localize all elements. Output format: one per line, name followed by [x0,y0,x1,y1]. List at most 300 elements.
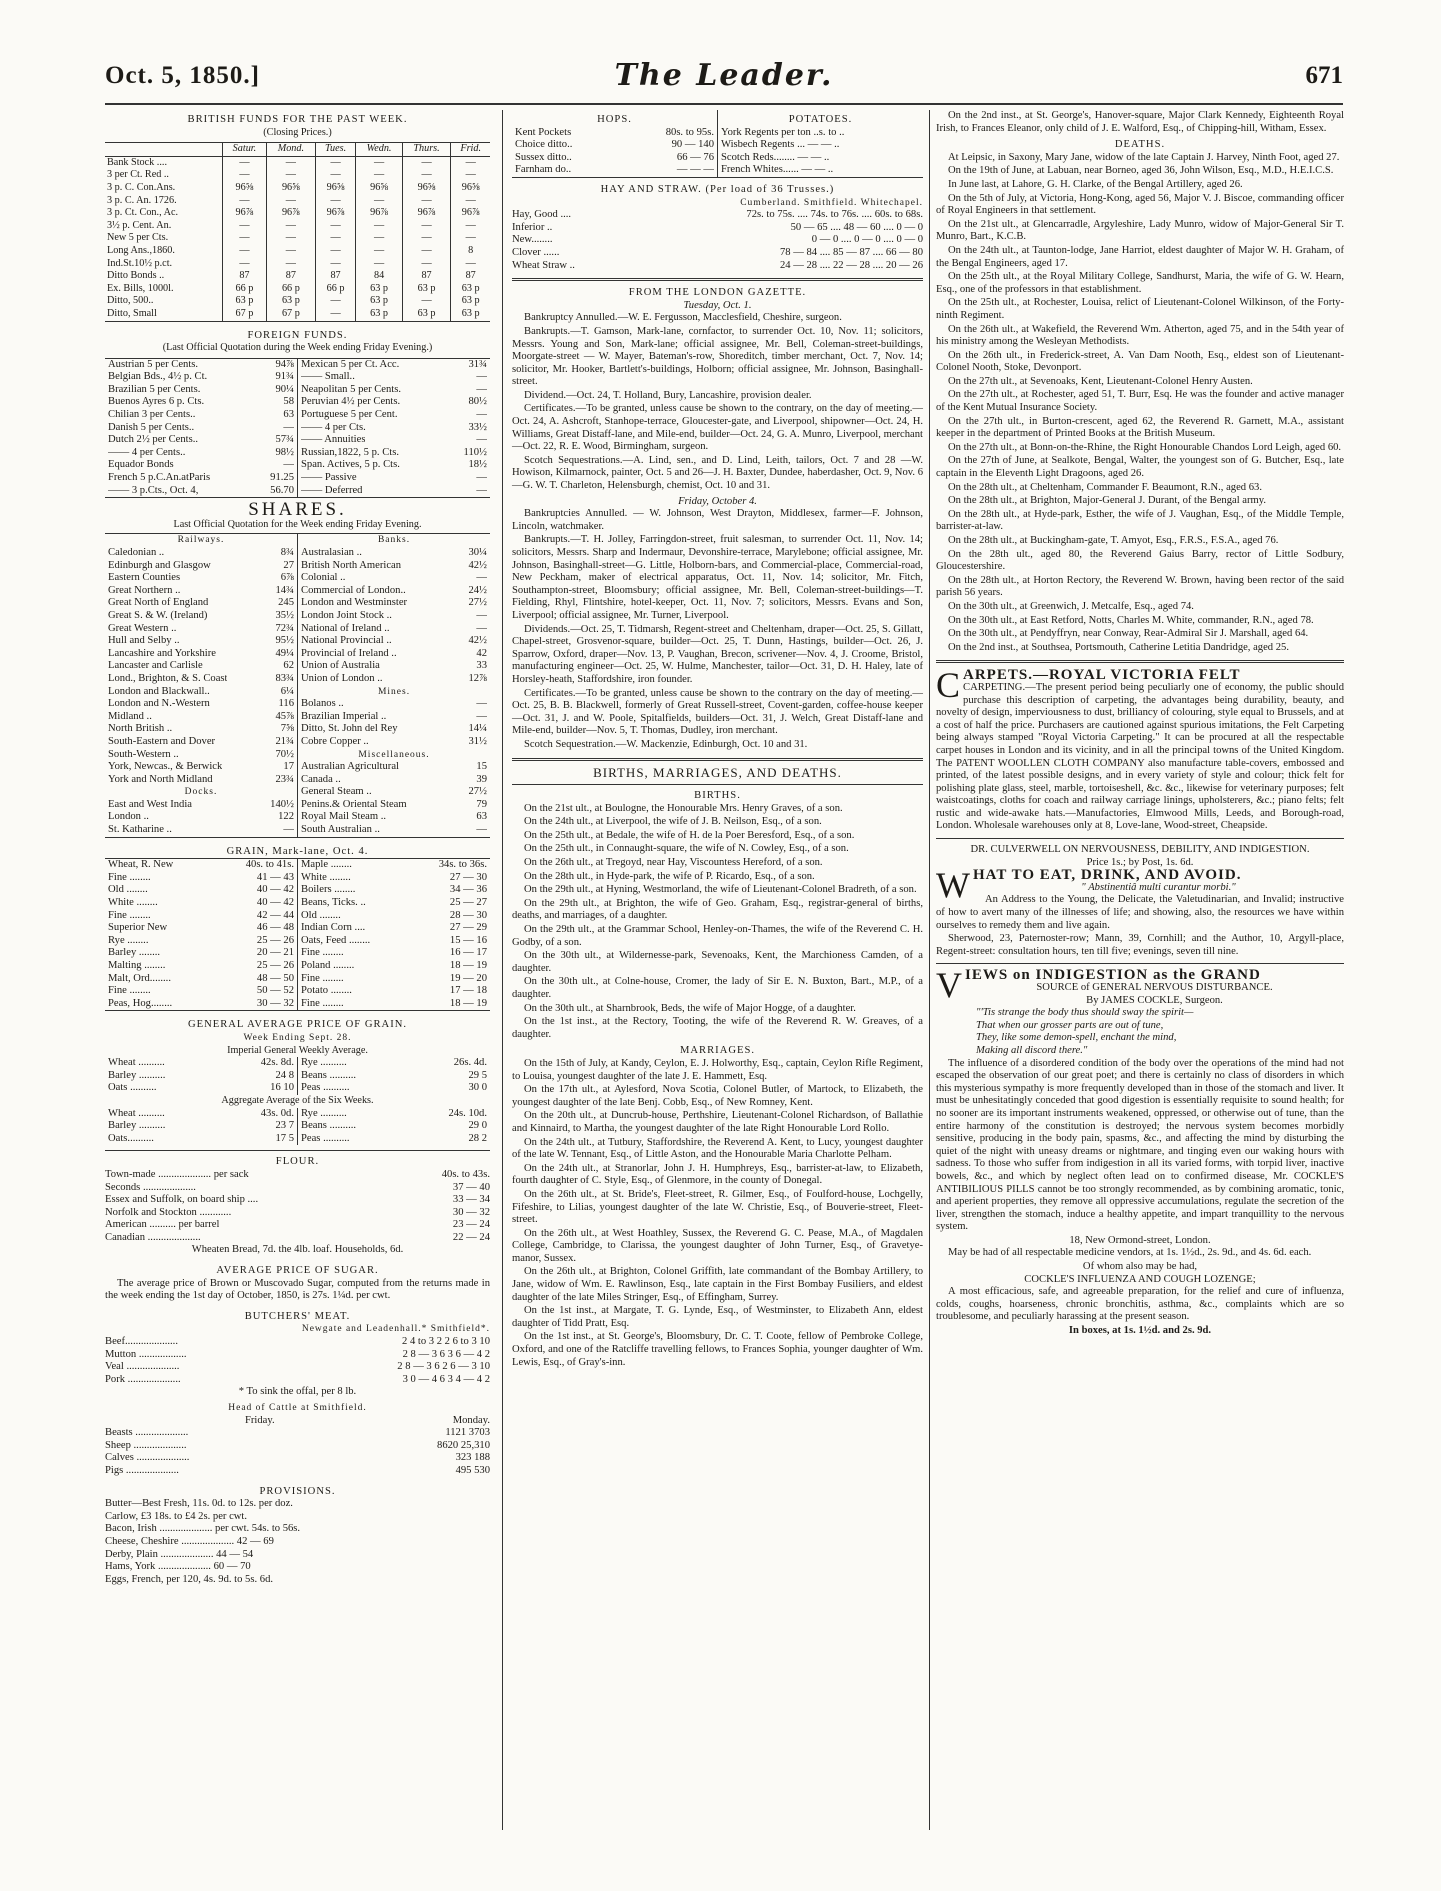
grain-price [301,960,487,973]
funds-price: 63 p [451,295,490,308]
gazette-notice: Bankrupts.—T. Gamson, Mark-lane, cornfactor, to surrender Oct. 10, Nov. 11; solicitors, Messrs. Young and Son, Mark-lane; official assignee, Mr. Bell, Coleman-street-buildings, Moorgate-street — W. Mayer, Bateman's-row, Shoreditch, timber merchant, Oct. 7, Nov. 14; solicitor, Mr. Hooker, Bartlett's-buildings, Holborn; official assignee, Mr. Johnson, Basinghall-street. [512,325,923,388]
grain-price-label: Potato ........ [301,985,352,997]
railway-share-label: Great North of England [108,597,209,609]
foreign-fund [301,422,487,435]
funds-price: — [356,169,402,182]
potato-price: York Regents per ton ..s. to .. [721,126,845,138]
funds-price: — [402,220,451,233]
hops-price-value: — — — [676,164,714,176]
funds-stock-name: Ditto, Small [107,307,157,319]
foreign-fund [301,485,487,498]
hops-price-value: 90 — 140 [671,139,714,151]
funds-price: 63 p [356,295,402,308]
cattle-row [105,1427,490,1440]
provision-line: Cheese, Cheshire .................... 42 — 69 [105,1535,274,1547]
railway-share-label: York and North Midland [108,773,213,785]
column-divider [502,110,503,1830]
hay-price [512,209,923,222]
foreign-funds-table [105,358,490,499]
funds-price: 96⅞ [451,207,490,220]
railway-share-value: 72¾ [275,622,294,634]
grain-price [108,922,294,935]
funds-price: — [315,156,356,169]
funds-price: — [402,245,451,258]
provision-line: Eggs, French, per 120, 4s. 9d. to 5s. 6d. [105,1573,274,1585]
death-notice: On the 5th of July, at Victoria, Hong-Kong, aged 56, Major V. J. Biscoe, commanding officer of Royal Engineers in that settlement. [936,192,1344,217]
births-heading: BIRTHS. [694,790,741,802]
what-motto: " Abstinentiâ multi curantur morbi." [1081,881,1236,893]
funds-price: — [356,258,402,271]
funds-day-header: Thurs. [402,143,451,157]
grain-price [108,973,294,986]
funds-price: — [451,258,490,271]
foreign-fund [301,409,487,422]
marriage-notice: On the 1st inst., at St. George's, Bloomsbury, Dr. C. T. Coote, fellow of Pembroke College, Oxford, and one of the Ratcliffe travelling fellows, to Frances Sophia, younger daughter of Wm. Lewis, Esq., of Gray's-inn. [512,1331,923,1368]
death-notice: On the 27th ult., at Rochester, aged 51, T. Burr, Esq. He was the founder and active manager of the Kent Mutual Insurance Society. [936,389,1344,414]
verse-line: "'Tis strange the body thus should sway the spirit— [976,1007,1194,1019]
provisions-list [105,1498,490,1586]
weekly-average-left [105,1070,297,1083]
marriage-notice: On the 26th ult., at West Hoathley, Sussex, the Reverend G. C. Pease, M.A., of Magdalen College, Cambridge, to Clarissa, the youngest daughter of John Turner, Esq., of Gravetye-manor, Sussex. [512,1227,923,1264]
misc-share-value: — [476,824,487,836]
funds-stock-name: New 5 per Cts. [107,232,169,244]
grain-price-label: Fine ........ [301,997,344,1009]
mine-share [301,736,487,749]
railway-share-value: 70½ [275,748,294,760]
funds-price: 84 [356,270,402,283]
misc-share-label: General Steam .. [301,786,372,798]
gazette-notice: Bankruptcy Annulled.—W. E. Fergusson, Macclesfield, Cheshire, surgeon. [524,312,842,324]
weekly-average [105,1070,490,1083]
foreign-fund-label: Dutch 2½ per Cents.. [108,434,199,446]
bank-share-value: — [476,622,487,634]
railway-share [108,698,294,711]
railway-share-value: 21¾ [275,735,294,747]
grain-price-value: 16 — 17 [449,947,487,959]
meat-row [105,1349,490,1362]
railway-share [108,648,294,661]
foreign-fund-label: Danish 5 per Cents.. [108,421,195,433]
misc-share [301,774,487,787]
grain-price-value: 25 — 26 [256,960,294,971]
grain-price-value: 27 — 29 [449,922,487,934]
foreign-fund-label: —— Small.. [301,371,355,383]
bank-share [301,648,487,661]
six-week-average-right [297,1108,490,1121]
grain-price-label: Fine ........ [301,972,344,984]
foreign-fund-value: — [476,484,487,496]
grain-price-label: Fine ........ [301,947,344,959]
carpets-text: CARPETING.—The present period being peculiarly one of economy, the public should purchase this description of carpeting, the advantages being durability, beauty, and novelty of design, imperviousness to dust, brilliancy of colouring, style equal to Brussels, and at a cost of half the price. Purchasers are cautioned against spurious imitations, the Felt Carpeting being always stamped "Royal Victoria Carpeting." It can be procured at all the respectable carpet houses in London and its vicinity, and in all the principal towns of the United Kingdom. The PATENT WOOLLEN CLOTH COMPANY also manufacture table-covers, embossed and printed, of the latest possible designs, and in every variety of style and colour; thick felt for polishing plate glass, steel, marble, tortoiseshell, &c. &c., likewise for veterinary purposes; felt waistcoatings, cloths for coach and railway carriage linings, upholsterers, &c.; piano felts; felt rustic and wide-awake hats.—Manufactories, Elmwood Mills, Leeds, and Borough-road, London. Wholesale warehouses only at 8, Love-lane, Wood-street, Cheapside. [936,681,1344,832]
weekly-average-value: 16 10 [270,1082,294,1094]
weekly-average-right [297,1057,490,1070]
railway-share [108,673,294,686]
shares-heading: SHARES. [248,499,347,521]
avg-grain-six [105,1108,490,1146]
death-notice: On the 19th of June, at Labuan, near Borneo, aged 36, John Wilson, Esq., M.D., H.E.I.C.S. [948,165,1334,177]
funds-price: 66 p [267,283,316,296]
avg-grain-aggregate: Aggregate Average of the Six Weeks. [221,1094,374,1106]
hops-price-value: 80s. to 95s. [665,126,714,138]
railway-share-label: Lancaster and Carlisle [108,660,203,672]
grain-price-value: 30 — 32 [256,997,294,1009]
flour-bread: Wheaten Bread, 7d. the 4lb. loaf. Households, 6d. [191,1244,404,1256]
bank-share-label: Provincial of Ireland .. [301,647,397,659]
grain-price [108,897,294,910]
hops-price [515,127,714,140]
weekly-average-value: 24 8 [275,1069,294,1081]
mine-share [301,723,487,736]
death-notice: On the 30th ult., at Pendyffryn, near Conway, Rear-Admiral Sir J. Marshall, aged 64. [948,628,1309,640]
views-initial: V [936,965,962,1006]
bank-share [301,610,487,623]
flour-price-value: 33 — 34 [452,1194,490,1206]
column-3 [936,110,1344,1338]
funds-price: — [356,245,402,258]
hops-price [515,164,714,177]
foreign-fund-label: —— 4 per Cts. [301,421,366,433]
british-funds-heading: BRITISH FUNDS FOR THE PAST WEEK. [187,114,408,125]
funds-price: — [267,195,316,208]
avg-grain-heading: GENERAL AVERAGE PRICE OF GRAIN. [187,1019,408,1031]
cattle-label: Beasts .................... [105,1427,189,1439]
misc-share-value: 63 [476,811,487,823]
verse-line: Making all discord there." [976,1044,1088,1056]
funds-price: 96⅝ [356,182,402,195]
funds-price: — [451,220,490,233]
funds-price: 63 p [356,308,402,321]
provisions-heading: PROVISIONS. [259,1485,336,1497]
railway-share-value: 95½ [275,635,294,647]
birth-notice: On the 29th ult., at Hyning, Westmorland, the wife of Lieutenant-Colonel Bradreth, of a son. [524,884,917,896]
flour-price-label: Seconds .................... [105,1181,196,1193]
bank-share [301,673,487,686]
hay-price-value: 78 — 84 .... 85 — 87 .... 66 — 80 [779,246,923,258]
hay-price-value: 24 — 28 .... 22 — 28 .... 20 — 26 [779,259,923,271]
grain-price [301,935,487,948]
potato-price: Wisbech Regents ... — — .. [721,139,840,151]
bank-share-value: 30¼ [468,547,487,558]
foreign-fund-value: 58 [283,396,294,408]
cattle-row [105,1440,490,1453]
funds-price: — [267,232,316,245]
misc-share [301,761,487,774]
funds-row [105,232,490,245]
foreign-fund-value: — [476,371,487,383]
flour-price [105,1219,490,1232]
foreign-fund [301,396,487,409]
flour-price-label: Norfolk and Stockton ............ [105,1206,232,1218]
flour-price [105,1194,490,1207]
column-1 [105,110,490,1586]
railway-share-label: London and N.-Western [108,698,210,710]
six-week-average-value: 43s. 0d. [260,1107,294,1119]
views-ad [936,965,1344,1337]
hops-price-value: 66 — 76 [676,151,714,163]
funds-price: 63 p [451,308,490,321]
foreign-fund [301,359,487,372]
funds-price: 87 [267,270,316,283]
mines-head: Mines. [377,686,411,697]
railway-share-value: 14¾ [275,584,294,596]
foreign-fund [108,359,294,372]
shares-table [105,533,490,837]
views-by: By JAMES COCKLE, Surgeon. [1086,994,1223,1006]
railway-share-value: 245 [278,597,294,609]
hay-heading: HAY AND STRAW. (Per load of 36 Trusses.) [600,183,835,195]
hay-price-label: Hay, Good .... [512,209,572,221]
birth-notice: On the 30th ult., at Wildernesse-park, Sevenoaks, Kent, the Marchioness Camden, of a daughter. [512,950,923,974]
misc-share-label: Canada .. [301,773,341,785]
funds-row [105,195,490,208]
foreign-fund-label: Neapolitan 5 per Cents. [301,383,402,395]
railway-share-value: 35½ [275,609,294,621]
railway-share-value: 17 [283,761,294,773]
funds-price: 63 p [222,295,266,308]
six-week-average-label: Rye .......... [301,1107,347,1119]
grain-price-value: 34 — 36 [449,884,487,896]
six-week-average-right [297,1133,490,1146]
grain-price-value: 27 — 30 [449,871,487,883]
gazette-notice: Scotch Sequestrations.—A. Lind, sen., and D. Lind, Leith, tailors, Oct. 7 and 28 —W. Howison, Kilmarnock, painter, Oct. 5 and 26—J. H. Baxter, Dundee, haberdasher, Oct. 9, Nov. 6—G. W. T. Charleton, Helensburgh, chemist, Oct. 10 and 31. [512,454,923,492]
hay-price-label: Wheat Straw .. [512,259,575,271]
foreign-fund-label: French 5 p.C.An.atParis [108,472,211,484]
foreign-fund [108,459,294,472]
birth-notice: On the 28th ult., in Hyde-park, the wife of P. Ricardo, Esq., of a son. [524,870,815,882]
funds-price: — [315,245,356,258]
grain-price-value: 17 — 18 [449,985,487,997]
funds-price: — [402,232,451,245]
six-week-average-left [105,1120,297,1133]
misc-share-label: South Australian .. [301,824,380,836]
meat-values: 2 8 — 3 6 2 6 — 3 10 [397,1361,490,1373]
foreign-fund-value: — [476,383,487,395]
misc-share [301,786,487,799]
weekly-average-label: Oats .......... [108,1082,157,1094]
foreign-fund [301,459,487,472]
foreign-fund [108,447,294,460]
page-number: 671 [1305,62,1343,89]
grain-table [105,858,490,1011]
marriage-notice: On the 24th ult., at Tutbury, Staffordshire, the Reverend A. Kent, to Lucy, youngest daughter of the late W. Tennant, Esq., of Little Aston, and the Honourable Maria Charlotte Pelham. [512,1136,923,1161]
funds-price: — [315,220,356,233]
foreign-fund [108,409,294,422]
railway-share-value: 7⅝ [280,723,294,735]
grain-price [301,922,487,935]
what-address: Sherwood, 23, Paternoster-row; Mann, 39, Cornhill; and the Author, 10, Argyll-place, Regent-street: consultation hours, ten till five; evenings, seven till nine. [936,933,1344,957]
avg-grain-weekly [105,1057,490,1095]
grain-price-label: Beans, Ticks. .. [301,897,366,909]
funds-price: — [402,258,451,271]
gazette-notice: Bankrupts.—T. H. Jolley, Farringdon-street, fruit salesman, to surrender Oct. 11, Nov. 14; solicitors, Messrs. Sharp and Indermaur, Devonshire-terrace, Marylebone; official assignee, Mr. Johnson, Basinghall-street—G. Little, Holborn-bars, and Commercial-place, Commercial-road, New Peckham, maker of electrical apparatus, Oct. 11, Nov. 14; solicitor, Mr. Fitch, Southampton-street, Bloomsbury; official assignee, Mr. Bell, Coleman-street-buildings—T. Fielding, Rhyl, Flintshire, hotel-keeper, Oct. 11, Nov. 7; solicitors, Messrs. Evans and Son, Liverpool; official assignee, Mr. Turner, Liverpool. [512,534,923,621]
railway-share-value: 83¾ [275,672,294,684]
provision-line: Derby, Plain .................... 44 — 54 [105,1548,254,1560]
grain-price-label: White ........ [108,897,158,909]
funds-price: 67 p [267,308,316,321]
foreign-fund-value: — [283,421,294,433]
bank-share [301,660,487,673]
funds-row [105,270,490,283]
meat-note: * To sink the offal, per 8 lb. [238,1386,357,1398]
funds-price: — [356,220,402,233]
meat-row [105,1361,490,1374]
foreign-fund-value: 91¾ [275,371,294,383]
cattle-label: Pigs .................... [105,1464,179,1476]
grain-price [301,872,487,885]
funds-price: — [222,156,266,169]
grain-price-label: Malting ........ [108,960,166,971]
funds-price: 96⅞ [315,207,356,220]
gazette-notice: Scotch Sequestration.—W. Mackenzie, Edinburgh, Oct. 10 and 31. [524,738,808,750]
railway-share [108,686,294,699]
funds-price: — [315,258,356,271]
grain-price [108,910,294,923]
potato-price: French Whites...... — — .. [721,164,834,176]
funds-price: — [222,220,266,233]
sugar-heading: AVERAGE PRICE OF SUGAR. [216,1265,379,1277]
bank-share-label: British North American [301,559,402,571]
mine-share-label: Brazilian Imperial .. [301,710,387,722]
funds-price: — [402,156,451,169]
misc-share-label: Royal Mail Steam .. [301,811,387,823]
meat-label: Veal .................... [105,1361,180,1373]
grain-price-label: Old ........ [301,909,341,921]
funds-row [105,283,490,296]
provision-line: Butter—Best Fresh, 11s. 0d. to 12s. per doz. [105,1498,293,1510]
marriages-heading: MARRIAGES. [679,1045,756,1057]
avg-grain-imperial: Imperial General Weekly Average. [227,1044,368,1056]
funds-price: 63 p [267,295,316,308]
funds-price: — [222,232,266,245]
grain-price-label: Peas, Hog........ [108,997,173,1009]
mine-share-value: 14¼ [468,723,487,735]
weekly-average-label: Rye .......... [301,1057,347,1069]
grain-price [108,947,294,960]
six-week-average-label: Peas .......... [301,1132,350,1144]
meat-values: 2 4 to 3 2 2 6 to 3 10 [402,1336,490,1348]
marriage-notice: On the 15th of July, at Kandy, Ceylon, E. J. Holworthy, Esq., captain, Ceylon Rifle Regiment, to Louisa, youngest daughter of the late J. E. Hammett, Esq. [512,1057,923,1082]
hay-price [512,234,923,247]
railway-share [108,660,294,673]
railway-share [108,623,294,636]
foreign-fund-label: Peruvian 4½ per Cents. [301,396,401,408]
provision-line: Hams, York .................... 60 — 70 [105,1561,251,1573]
funds-price: 63 p [402,283,451,296]
funds-price: 87 [222,270,266,283]
foreign-fund-label: Belgian Bds., 4½ p. Ct. [108,371,208,383]
cattle-values: 8620 25,310 [437,1439,490,1451]
grain-price-label: White ........ [301,871,351,883]
grain-price [301,910,487,923]
foreign-fund [108,384,294,397]
railway-share [108,572,294,585]
funds-price: 87 [315,270,356,283]
funds-price: 63 p [402,308,451,321]
carpets-title: ARPETS.—ROYAL VICTORIA FELT [963,667,1241,684]
death-notice: On the 25th ult., at the Royal Military College, Sandhurst, Maria, the wife of G. W. Hearn, Esq., one of the professors in that establishment. [936,271,1344,295]
cattle-label: Sheep .................... [105,1439,187,1451]
funds-price: 96⅝ [267,182,316,195]
grain-price-label: Indian Corn .... [301,922,366,934]
potato-price: Scotch Reds........ — — .. [721,151,830,163]
grain-price-label: Boilers ........ [301,884,356,896]
death-notice: On the 21st ult., at Glencarradle, Argyleshire, Lady Munro, widow of Major-General Sir T. Munro, Bart., K.C.B. [936,218,1344,243]
railway-share-label: Edinburgh and Glasgow [108,559,211,571]
six-week-average [105,1120,490,1133]
six-week-average-value: 23 7 [275,1120,294,1132]
grain-price-value: 41 — 43 [256,871,294,883]
weekly-average [105,1057,490,1070]
railway-share-value: 116 [278,698,294,710]
funds-price: — [402,195,451,208]
foreign-fund-label: —— Passive [301,472,357,484]
misc-share-value: 27½ [468,786,487,798]
funds-price: 96⅝ [315,182,356,195]
funds-row [105,245,490,258]
masthead [105,58,1343,98]
railway-share-value: 45⅞ [275,710,294,722]
grain-price [301,998,487,1011]
death-notice: On the 25th ult., at Rochester, Louisa, relict of Lieutenant-Colonel Wilkinson, of the Forty-ninth Regiment. [936,297,1344,321]
funds-price: 67 p [222,308,266,321]
carpets-initial: C [936,665,961,706]
hay-table [512,209,923,272]
meat-heading: BUTCHERS' MEAT. [244,1310,351,1322]
foreign-fund [108,485,294,498]
death-notice: On the 28th ult., at Buckingham-gate, T. Amyot, Esq., F.R.S., F.S.A., aged 76. [948,535,1279,546]
funds-price: 96⅝ [222,182,266,195]
grain-price-value: 25 — 26 [256,934,294,946]
grain-price-label: Maple ........ [301,859,352,871]
death-notice: On the 26th ult., in Frederick-street, A. Van Dam Nooth, Esq., eldest son of Lieutenant-Colonel Nooth, Stoke, Devonport. [936,349,1344,374]
funds-row [105,220,490,233]
cattle-row [105,1465,490,1478]
grain-price-label: Fine ........ [108,985,151,997]
foreign-funds-sub: (Last Official Quotation during the Week ending Friday Evening.) [162,342,433,354]
foreign-fund-value: 31¾ [468,358,487,370]
grain-price [108,859,294,872]
funds-day-header: Tues. [315,143,356,157]
birth-notice: On the 26th ult., at Tregoyd, near Hay, Viscountess Hereford, of a son. [524,857,823,869]
foreign-fund [108,434,294,447]
foreign-fund-label: Mexican 5 per Ct. Acc. [301,358,400,370]
birth-notice: On the 29th ult., at the Grammar School, Henley-on-Thames, the wife of the Reverend C. H. Godby, of a son. [512,924,923,948]
dock-share-label: London .. [108,811,149,823]
funds-day-header: Mond. [267,143,316,157]
bank-share-value: 42½ [468,635,487,647]
dock-share-value: 122 [278,811,294,823]
funds-price: — [267,156,316,169]
flour-price-label: Essex and Suffolk, on board ship .... [105,1194,259,1206]
railway-share [108,610,294,623]
railway-share-value: 62 [283,660,294,672]
railway-share [108,736,294,749]
funds-price: — [267,258,316,271]
funds-price: 66 p [222,283,266,296]
grain-price-label: Wheat, R. New [108,859,174,871]
weekly-average-left [105,1082,297,1095]
funds-price: 96⅞ [356,207,402,220]
funds-price: — [315,308,356,321]
hay-price-label: Clover ...... [512,246,560,258]
grain-price-label: Malt, Ord........ [108,972,171,984]
marriage-notice: On the 26th ult., at St. Bride's, Fleet-street, R. Gilmer, Esq., of Foulford-house, Lochgelly, Fifeshire, to Lilias, youngest daughter of the late W. Christie, Esq., of Bouverie-street, Fleet-street. [512,1188,923,1226]
funds-price: — [451,232,490,245]
grain-price [301,884,487,897]
grain-price-label: Superior New [108,922,168,934]
funds-price: — [356,156,402,169]
six-week-average [105,1133,490,1146]
